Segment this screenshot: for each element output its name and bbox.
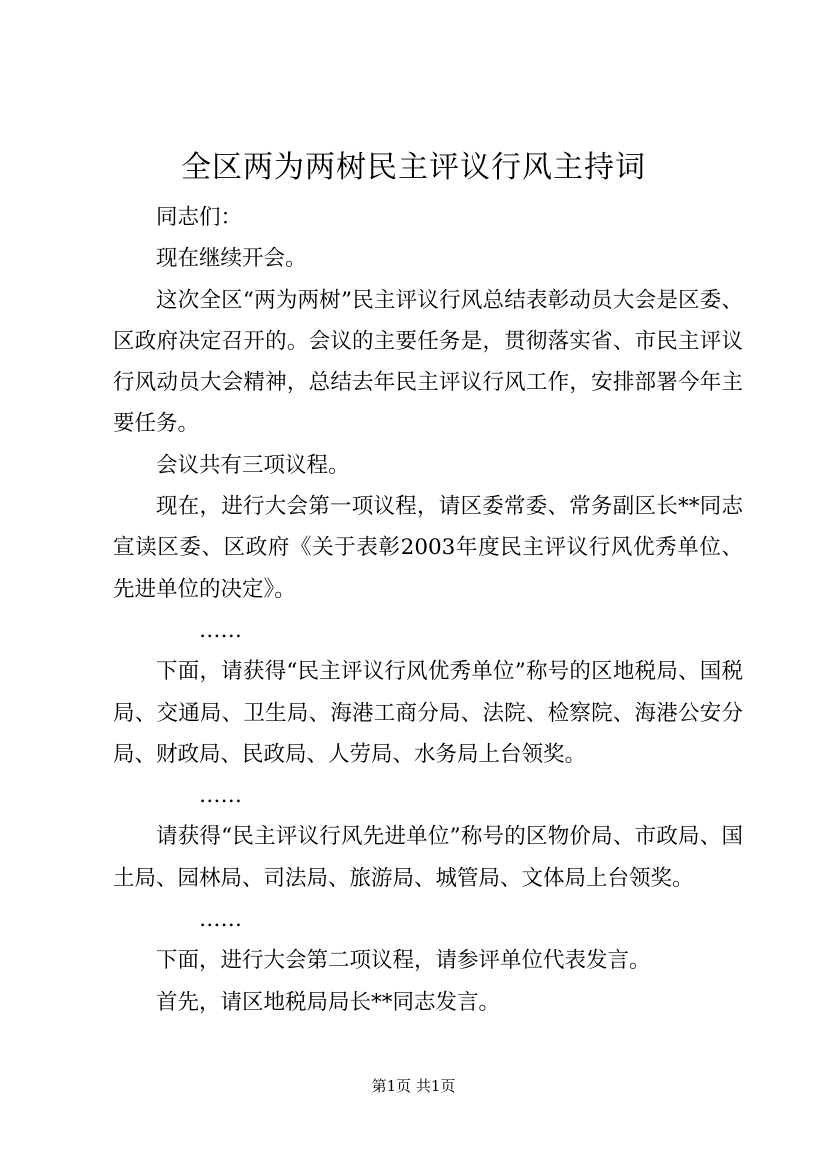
ellipsis-1: ……	[199, 617, 242, 643]
paragraph-meeting-purpose: 这次全区“两为两树”民主评议行风总结表彰动员大会是区委、区政府决定召开的。会议的主要任务是，贯彻落实省、市民主评议行风动员大会精神，总结去年民主评议行风工作，安排部署今年主要任务。	[113, 287, 743, 437]
page-footer: 第1页 共1页	[371, 1077, 456, 1095]
paragraph-greeting: 同志们：	[156, 205, 243, 230]
ellipsis-3: ……	[199, 907, 242, 933]
paragraph-first-agenda: 现在，进行大会第一项议程，请区委常委、常务副区长**同志宣读区委、区政府《关于表彰2003年度民主评议行风优秀单位、先进单位的决定》。	[113, 494, 743, 602]
paragraph-excellent-units: 下面，请获得“民主评议行风优秀单位”称号的区地税局、国税局、交通局、卫生局、海港工商分局、法院、检察院、海港公安分局、财政局、民政局、人劳局、水务局上台领奖。	[113, 659, 743, 767]
paragraph-first-speaker: 首先，请区地税局局长**同志发言。	[156, 989, 501, 1015]
paragraph-advanced-units: 请获得“民主评议行风先进单位”称号的区物价局、市政局、国土局、园林局、司法局、旅游局、城管局、文体局上台领奖。	[113, 824, 743, 891]
paragraph-continue-meeting: 现在继续开会。	[156, 246, 307, 272]
document-title: 全区两为两树民主评议行风主持词	[181, 150, 646, 185]
paragraph-second-agenda: 下面，进行大会第二项议程，请参评单位代表发言。	[156, 948, 651, 974]
document-body	[113, 197, 743, 1023]
paragraph-agenda-count: 会议共有三项议程。	[156, 452, 350, 478]
ellipsis-2: ……	[199, 783, 242, 809]
